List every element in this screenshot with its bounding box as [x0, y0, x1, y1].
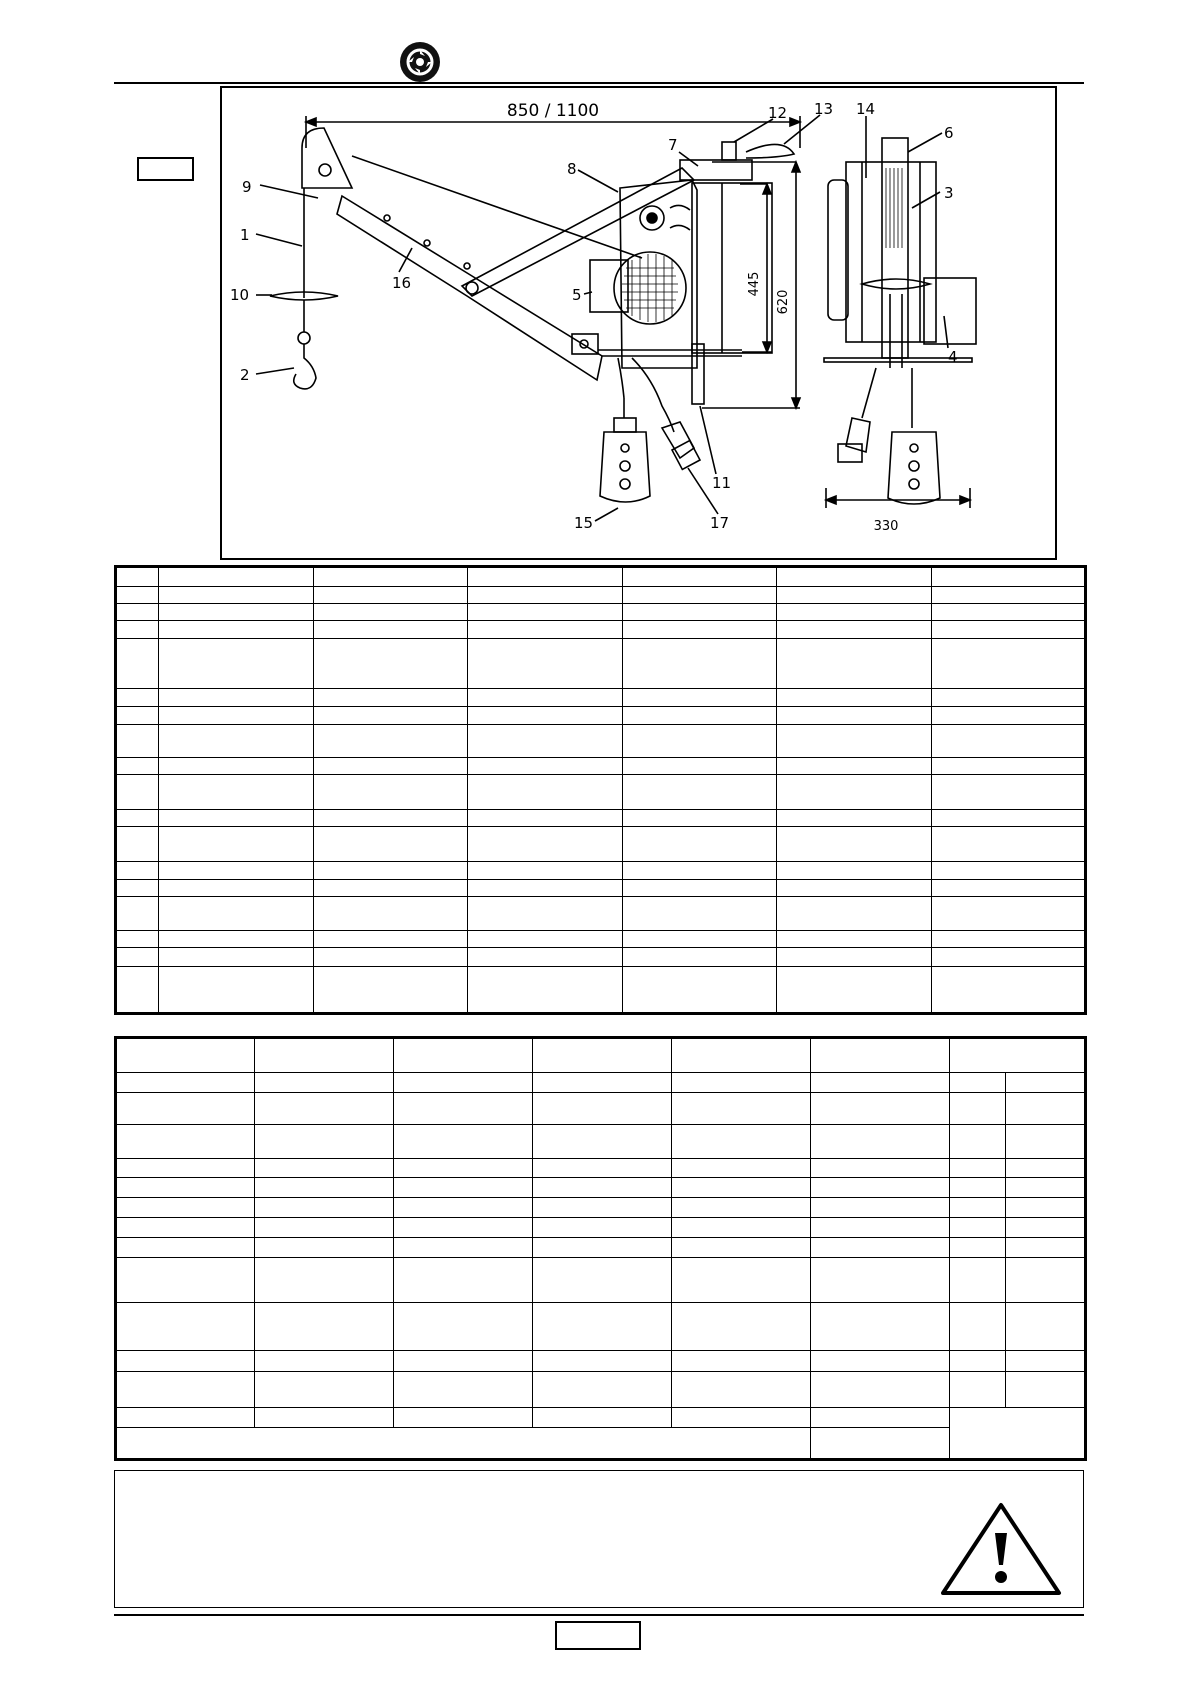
table-row [117, 1159, 1085, 1178]
table-row [117, 1372, 1085, 1408]
parts-table [116, 567, 1085, 1013]
table-row [117, 758, 1085, 775]
table-row [117, 568, 1085, 587]
dim-height-outer: 620 [776, 289, 791, 315]
callout-15: 15 [574, 514, 594, 532]
table-row [117, 1093, 1085, 1125]
table-row [117, 1238, 1085, 1258]
table-row [117, 1408, 1085, 1428]
warning-triangle-icon [937, 1499, 1065, 1599]
callout-4: 4 [948, 348, 958, 366]
hoist-technical-drawing [222, 88, 1055, 558]
table-row [117, 621, 1085, 639]
table-row [117, 587, 1085, 604]
callout-1: 1 [240, 226, 250, 244]
callout-17: 17 [710, 514, 730, 532]
table-row [117, 1198, 1085, 1218]
table-row [117, 931, 1085, 948]
table-row [117, 862, 1085, 880]
table-row [117, 707, 1085, 725]
callout-11: 11 [712, 474, 732, 492]
table-row [117, 948, 1085, 967]
warning-note-box [114, 1470, 1084, 1608]
table-row [117, 1351, 1085, 1372]
table-row [117, 1258, 1085, 1303]
table-row [117, 1039, 1085, 1073]
page-number-box [555, 1621, 641, 1650]
callout-6: 6 [944, 124, 954, 142]
table-row [117, 1073, 1085, 1093]
table-row [117, 1125, 1085, 1159]
table-row [117, 880, 1085, 897]
dim-width-side: 330 [873, 519, 899, 534]
figure-label-box [137, 157, 194, 181]
table-row [117, 689, 1085, 707]
table-row [117, 725, 1085, 758]
callout-2: 2 [240, 366, 250, 384]
table-row [117, 967, 1085, 1013]
callout-9: 9 [242, 178, 252, 196]
table-row [117, 1303, 1085, 1351]
table-row [117, 1178, 1085, 1198]
table-row [117, 1428, 1085, 1459]
footer-rule [114, 1614, 1084, 1616]
callout-12: 12 [768, 104, 788, 122]
callout-3: 3 [944, 184, 954, 202]
specs-table [116, 1038, 1085, 1459]
dim-boom-reach: 850 / 1100 [506, 101, 600, 121]
callout-14: 14 [856, 100, 876, 118]
table-row [117, 827, 1085, 862]
callout-8: 8 [567, 160, 577, 178]
callout-7: 7 [668, 136, 678, 154]
callout-5: 5 [572, 286, 582, 304]
table-row [117, 810, 1085, 827]
drawing-frame [220, 86, 1057, 560]
table-row [117, 1218, 1085, 1238]
dim-height-inner: 445 [747, 271, 762, 297]
table-row [117, 639, 1085, 689]
callout-10: 10 [230, 286, 250, 304]
table-row [117, 775, 1085, 810]
callout-16: 16 [392, 274, 412, 292]
table-row [117, 604, 1085, 621]
header-rule [114, 82, 1084, 84]
table-row [117, 897, 1085, 931]
brand-logo-icon [398, 40, 442, 84]
callout-13: 13 [814, 100, 834, 118]
